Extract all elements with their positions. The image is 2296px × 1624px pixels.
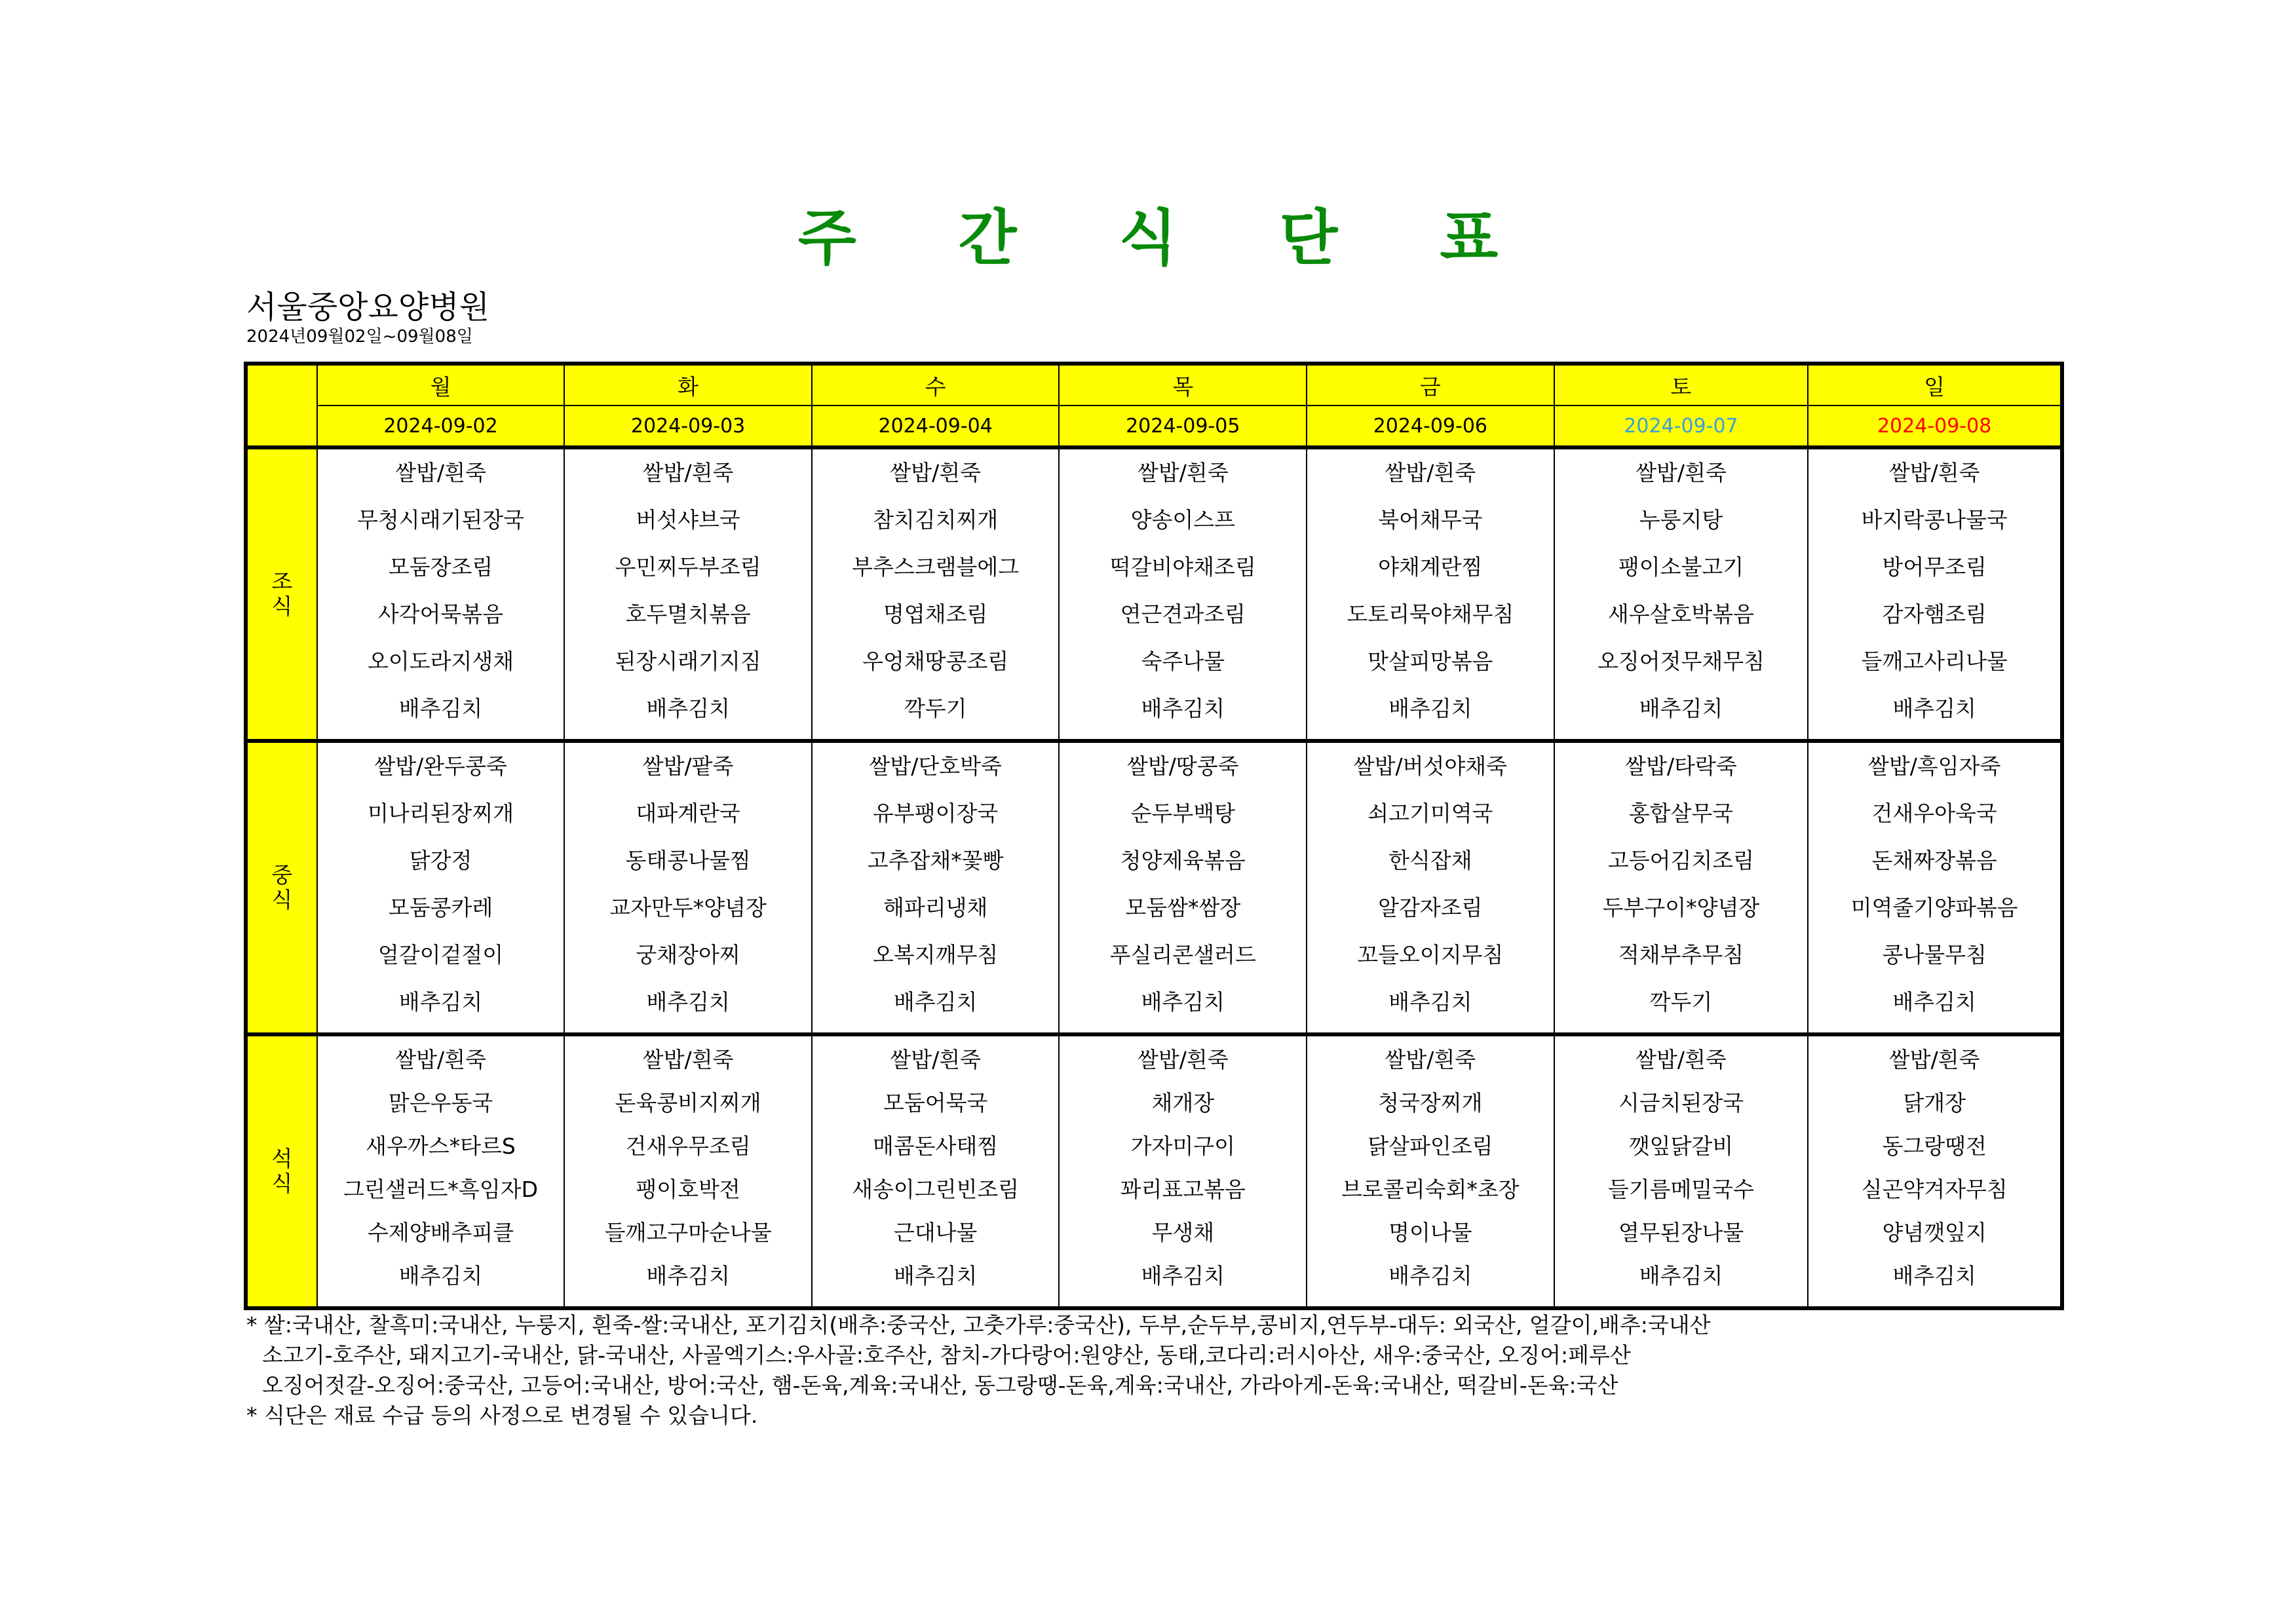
menu-item: 쌀밥/단호박죽 [869,753,1002,779]
menu-item: 우엉채땅콩조림 [862,649,1009,674]
menu-item: 매콤돈사태찜 [873,1133,999,1159]
menu-item: 배추김치 [1639,1263,1723,1289]
menu-item: 유부팽이장국 [873,801,999,826]
day-name-cell: 토 [1554,364,1808,406]
date-header-row [246,406,2062,447]
menu-item: 야채계란찜 [1378,554,1483,580]
menu-item: 도토리묵야채무침 [1347,601,1514,627]
menu-item: 한식잡채 [1388,848,1472,873]
page-title: 주 간 식 단 표 [797,203,1539,273]
menu-item: 양념깻잎지 [1882,1220,1987,1245]
meal-row [246,447,2062,741]
menu-item: 무생채 [1151,1220,1215,1245]
menu-item: 궁채장아찌 [636,942,740,968]
menu-item: 배추김치 [893,989,978,1015]
date-cell: 2024-09-02 [317,406,565,447]
menu-cell [812,1034,1060,1308]
menu-item: 얼갈이겉절이 [377,942,504,968]
menu-item: 우민찌두부조림 [615,554,761,580]
day-name-cell: 화 [564,364,812,406]
menu-item: 푸실리콘샐러드 [1109,942,1256,968]
menu-item: 부추스크램블에그 [852,554,1020,580]
menu-item: 쌀밥/흰죽 [890,460,981,485]
menu-cell [1307,447,1554,741]
menu-item: 열무된장나물 [1618,1220,1744,1245]
menu-item: 알감자조림 [1378,895,1483,920]
menu-cell [1808,1034,2062,1308]
hospital-name: 서울중앙요양병원 [246,289,489,326]
menu-item: 깻잎닭갈비 [1628,1133,1734,1159]
menu-item: 무청시래기된장국 [357,507,525,533]
menu-item: 근대나물 [893,1220,978,1245]
menu-item: 사각어묵볶음 [377,601,504,627]
menu-item: 명이나물 [1388,1220,1472,1245]
menu-item: 대파계란국 [636,801,740,826]
menu-item: 버섯샤브국 [636,507,740,533]
menu-item: 참치김치찌개 [873,507,999,533]
menu-item: 쌀밥/흰죽 [1636,1047,1727,1072]
menu-cell [1059,447,1307,741]
menu-item: 양송이스프 [1130,507,1235,533]
menu-item: 고등어김치조림 [1607,848,1755,873]
menu-item: 닭살파인조림 [1368,1133,1493,1159]
day-name-cell: 금 [1307,364,1554,406]
menu-item: 순두부백탕 [1130,801,1235,826]
note-line: * 식단은 재료 수급 등의 사정으로 변경될 수 있습니다. [246,1403,758,1428]
menu-item: 쌀밥/버섯야채죽 [1353,753,1507,779]
menu-cell [1808,741,2062,1034]
menu-item: 홍합살무국 [1628,801,1734,826]
menu-item: 팽이호박전 [636,1177,740,1202]
menu-item: 배추김치 [1388,696,1472,721]
menu-item: 쌀밥/팥죽 [642,753,734,779]
menu-item: 쌀밥/흰죽 [642,1047,734,1072]
meal-label-cell [246,1034,317,1308]
origin-notes [246,1310,1711,1431]
menu-item: 쌀밥/흰죽 [1137,1047,1229,1072]
menu-cell [564,447,812,741]
menu-cell [1307,1034,1554,1308]
menu-item: 고추잡채*꽃빵 [867,848,1004,873]
menu-item: 들기름메밀국수 [1607,1177,1755,1202]
menu-item: 쇠고기미역국 [1368,801,1493,826]
menu-item: 배추김치 [1141,1263,1225,1289]
menu-cell [317,447,565,741]
menu-item: 배추김치 [1892,696,1976,721]
menu-item: 배추김치 [1639,696,1723,721]
menu-item: 꽈리표고볶음 [1120,1177,1246,1202]
menu-item: 쌀밥/흰죽 [642,460,734,485]
menu-item: 오이도라지생채 [367,649,514,674]
menu-cell [564,1034,812,1308]
menu-item: 배추김치 [1892,1263,1976,1289]
menu-item: 해파리냉채 [883,895,988,920]
menu-item: 쌀밥/흰죽 [1888,460,1980,485]
meal-label-cell [246,741,317,1034]
menu-item: 누룽지탕 [1639,507,1723,533]
menu-item: 돈육콩비지찌개 [615,1090,761,1116]
menu-item: 호두멸치볶음 [625,601,751,627]
menu-item: 그린샐러드*흑임자D [343,1177,538,1202]
menu-item: 배추김치 [1388,1263,1472,1289]
menu-item: 쌀밥/흰죽 [395,1047,486,1072]
meal-label-char: 석 [271,1146,293,1171]
meal-label-char: 식 [271,594,293,619]
menu-item: 쌀밥/타락죽 [1625,753,1737,779]
menu-period: 2024년09월02일~09월08일 [246,327,473,347]
menu-item: 배추김치 [893,1263,978,1289]
menu-item: 배추김치 [398,989,483,1015]
note-line: 소고기-호주산, 돼지고기-국내산, 닭-국내산, 사골엑기스:우사골:호주산, 참치-가다랑어:원양산, 동태,코다리:러시아산, 새우:중국산, 오징어:페루산 [262,1342,1631,1368]
date-cell: 2024-09-03 [564,406,812,447]
menu-item: 오복지깨무침 [873,942,999,968]
note-line: 오징어젓갈-오징어:중국산, 고등어:국내산, 방어:국산, 햄-돈육,계육:국내산, 동그랑땡-돈육,계육:국내산, 가라아게-돈육:국내산, 떡갈비-돈육:국산 [262,1372,1618,1398]
menu-item: 동태콩나물찜 [625,848,751,873]
menu-cell [1307,741,1554,1034]
menu-item: 돈채짜장볶음 [1871,848,1997,873]
menu-item: 팽이소불고기 [1618,554,1744,580]
menu-item: 깍두기 [1649,989,1713,1015]
menu-item: 바지락콩나물국 [1861,507,2008,533]
menu-item: 모둠쌈*쌈장 [1125,895,1241,920]
menu-item: 두부구이*양념장 [1602,895,1760,920]
menu-item: 배추김치 [1141,696,1225,721]
date-cell: 2024-09-06 [1307,406,1554,447]
menu-item: 가자미구이 [1130,1133,1235,1159]
menu-cell [1554,1034,1808,1308]
menu-cell [1554,447,1808,741]
menu-item: 새우살호박볶음 [1607,601,1755,627]
menu-item: 닭개장 [1903,1090,1966,1116]
menu-item: 시금치된장국 [1618,1090,1744,1116]
menu-cell [317,1034,565,1308]
menu-item: 청양제육볶음 [1120,848,1246,873]
menu-cell [812,741,1060,1034]
day-name-cell: 일 [1808,364,2062,406]
meal-row [246,741,2062,1034]
menu-item: 배추김치 [646,1263,730,1289]
menu-item: 닭강정 [409,848,472,873]
menu-item: 떡갈비야채조림 [1109,554,1256,580]
menu-cell [1554,741,1808,1034]
menu-item: 새우까스*타르S [366,1133,516,1159]
menu-item: 모둠어묵국 [883,1090,988,1116]
date-cell: 2024-09-08 [1808,406,2062,447]
menu-item: 된장시래기지짐 [615,649,761,674]
menu-item: 감자햄조림 [1882,601,1987,627]
menu-item: 수제양배추피클 [367,1220,514,1245]
menu-item: 미역줄기양파볶음 [1850,895,2018,920]
menu-item: 들깨고사리나물 [1861,649,2008,674]
menu-cell [564,741,812,1034]
menu-cell [1059,1034,1307,1308]
menu-item: 브로콜리숙회*초장 [1341,1177,1520,1202]
menu-item: 교자만두*양념장 [609,895,767,920]
menu-item: 콩나물무침 [1882,942,1987,968]
menu-item: 청국장찌개 [1378,1090,1483,1116]
corner-cell [246,364,317,447]
menu-item: 채개장 [1151,1090,1215,1116]
menu-item: 맛살피망볶음 [1368,649,1493,674]
menu-cell [1059,741,1307,1034]
menu-item: 쌀밥/흰죽 [1636,460,1727,485]
menu-item: 모둠콩카레 [388,895,493,920]
menu-item: 모둠장조림 [388,554,493,580]
menu-item: 실곤약겨자무침 [1861,1177,2008,1202]
menu-item: 오징어젓무채무침 [1597,649,1765,674]
menu-item: 쌀밥/흑임자죽 [1867,753,2001,779]
menu-item: 쌀밥/흰죽 [890,1047,981,1072]
menu-item: 쌀밥/땅콩죽 [1127,753,1239,779]
menu-table-body [246,364,2062,1308]
menu-item: 북어채무국 [1378,507,1483,533]
menu-item: 연근견과조림 [1120,601,1246,627]
day-name-cell: 월 [317,364,565,406]
menu-item: 쌀밥/흰죽 [1888,1047,1980,1072]
menu-item: 쌀밥/흰죽 [1385,1047,1476,1072]
menu-item: 건새우아욱국 [1871,801,1997,826]
menu-item: 적채부추무침 [1618,942,1744,968]
menu-item: 쌀밥/흰죽 [395,460,486,485]
menu-item: 배추김치 [398,696,483,721]
menu-item: 명엽채조림 [883,601,988,627]
date-cell: 2024-09-05 [1059,406,1307,447]
menu-item: 새송이그린빈조림 [852,1177,1020,1202]
weekly-menu-table [244,362,2064,1310]
menu-item: 배추김치 [1892,989,1976,1015]
menu-item: 배추김치 [398,1263,483,1289]
menu-item: 배추김치 [646,989,730,1015]
menu-item: 동그랑땡전 [1882,1133,1987,1159]
menu-item: 건새우무조림 [625,1133,751,1159]
menu-item: 들깨고구마순나물 [604,1220,772,1245]
meal-label-char: 중 [271,862,293,888]
date-cell: 2024-09-07 [1554,406,1808,447]
meal-label-char: 식 [271,887,293,913]
menu-cell [1808,447,2062,741]
menu-item: 깍두기 [904,696,967,721]
menu-item: 방어무조림 [1882,554,1987,580]
meal-label-char: 조 [271,569,293,594]
day-header-row [246,364,2062,406]
menu-item: 배추김치 [646,696,730,721]
meal-label-char: 식 [271,1171,293,1196]
meal-row [246,1034,2062,1308]
day-name-cell: 수 [812,364,1060,406]
menu-item: 쌀밥/흰죽 [1385,460,1476,485]
menu-item: 미나리된장찌개 [367,801,514,826]
menu-cell [812,447,1060,741]
meal-label-cell [246,447,317,741]
note-line: * 쌀:국내산, 찰흑미:국내산, 누룽지, 흰죽-쌀:국내산, 포기김치(배추:중국산, 고춧가루:중국산), 두부,순두부,콩비지,연두부-대두: 외국산, 얼갈이,배추:국내산 [246,1312,1711,1338]
day-name-cell: 목 [1059,364,1307,406]
menu-item: 쌀밥/완두콩죽 [374,753,507,779]
menu-item: 쌀밥/흰죽 [1137,460,1229,485]
menu-cell [317,741,565,1034]
menu-item: 맑은우동국 [388,1090,493,1116]
menu-item: 꼬들오이지무침 [1357,942,1504,968]
menu-item: 배추김치 [1141,989,1225,1015]
date-cell: 2024-09-04 [812,406,1060,447]
menu-item: 숙주나물 [1141,649,1225,674]
menu-item: 배추김치 [1388,989,1472,1015]
